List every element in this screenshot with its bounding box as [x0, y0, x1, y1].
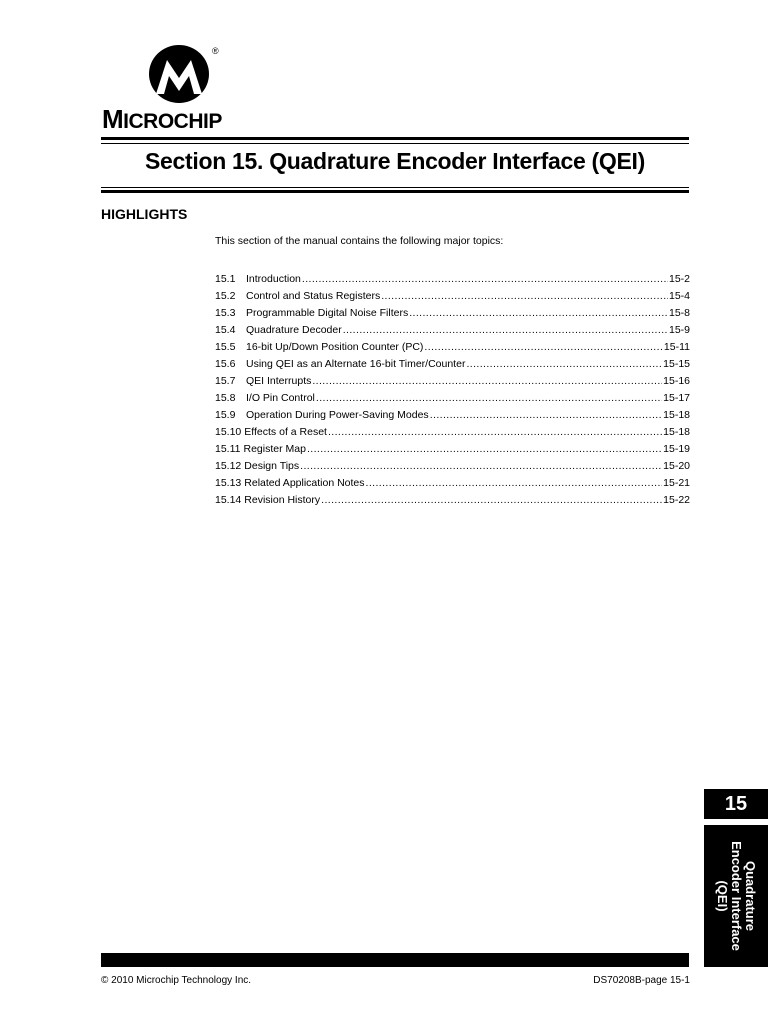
logo-wordmark-rest: ICROCHIP	[123, 110, 222, 133]
toc-entry-title: Using QEI as an Alternate 16-bit Timer/Counter	[246, 358, 466, 370]
toc-entry-number: 15.3	[215, 307, 236, 319]
toc-entry-title: Revision History	[244, 494, 321, 506]
toc-entry-leader	[430, 407, 662, 424]
toc-entry-page: 15-8	[668, 307, 690, 319]
title-rule-bottom-thick	[101, 190, 689, 193]
toc-entry-page: 15-4	[668, 290, 690, 302]
toc-entry-title: Effects of a Reset	[244, 426, 327, 438]
toc-entry-number: 15.1	[215, 273, 236, 285]
toc-entry[interactable]	[215, 424, 690, 441]
toc-entry-number: 15.10	[215, 426, 242, 438]
toc-entry-leader	[343, 322, 668, 339]
microchip-logo	[100, 44, 270, 134]
toc-entry-leader	[381, 288, 668, 305]
toc-entry-page: 15-9	[668, 324, 690, 336]
toc-entry-page: 15-18	[663, 426, 690, 438]
toc-entry-number: 15.13	[215, 477, 242, 489]
toc-entry-number: 15.2	[215, 290, 236, 302]
toc-entry-page: 15-2	[668, 273, 690, 285]
section-tab-number: 15	[704, 789, 768, 819]
toc-entry-page: 15-18	[663, 409, 690, 421]
table-of-contents	[215, 271, 690, 509]
toc-entry-title: 16-bit Up/Down Position Counter (PC)	[246, 341, 424, 353]
toc-entry-number: 15.8	[215, 392, 236, 404]
toc-entry[interactable]	[215, 475, 690, 492]
toc-entry-leader	[366, 475, 663, 492]
toc-entry[interactable]	[215, 356, 690, 373]
footer-copyright: © 2010 Microchip Technology Inc.	[101, 975, 252, 986]
section-tab-label	[704, 825, 768, 967]
section-tab-line: Encoder Interface	[729, 841, 744, 951]
toc-entry-page: 15-19	[663, 443, 690, 455]
toc-entry-title: Quadrature Decoder	[246, 324, 342, 336]
toc-entry[interactable]	[215, 373, 690, 390]
toc-entry-title: Related Application Notes	[244, 477, 365, 489]
toc-entry-title: I/O Pin Control	[246, 392, 315, 404]
toc-entry-number: 15.14	[215, 494, 242, 506]
toc-entry-page: 15-17	[663, 392, 690, 404]
page-title: Section 15. Quadrature Encoder Interface (QEI)	[144, 148, 645, 174]
toc-entry-leader	[321, 492, 662, 509]
toc-entry[interactable]	[215, 492, 690, 509]
registered-mark: ®	[212, 46, 219, 56]
title-rule-bottom-thin	[101, 187, 689, 188]
toc-entry-title: Register Map	[243, 443, 306, 455]
toc-entry-leader	[300, 458, 662, 475]
highlights-intro: This section of the manual contains the following major topics:	[215, 235, 504, 247]
toc-entry-title: QEI Interrupts	[246, 375, 312, 387]
toc-entry-page: 15-16	[663, 375, 690, 387]
logo-wordmark	[102, 104, 222, 135]
toc-entry-number: 15.5	[215, 341, 236, 353]
toc-entry[interactable]	[215, 458, 690, 475]
title-rule-top-thick	[101, 137, 689, 140]
toc-entry-leader	[409, 305, 668, 322]
toc-entry-page: 15-15	[663, 358, 690, 370]
toc-entry-leader	[312, 373, 662, 390]
toc-entry[interactable]	[215, 288, 690, 305]
section-tab-line: (QEI)	[715, 880, 730, 912]
toc-entry[interactable]	[215, 390, 690, 407]
toc-entry-number: 15.9	[215, 409, 236, 421]
toc-entry-title: Operation During Power-Saving Modes	[246, 409, 429, 421]
toc-entry[interactable]	[215, 407, 690, 424]
toc-entry-leader	[328, 424, 662, 441]
toc-entry[interactable]	[215, 322, 690, 339]
toc-entry-number: 15.7	[215, 375, 236, 387]
toc-entry-page: 15-22	[663, 494, 690, 506]
footer-page-ref: DS70208B-page 15-1	[593, 975, 690, 986]
toc-entry-page: 15-20	[663, 460, 690, 472]
toc-entry-page: 15-11	[663, 341, 690, 353]
toc-entry-number: 15.4	[215, 324, 236, 336]
toc-entry-number: 15.6	[215, 358, 236, 370]
toc-entry-number: 15.11	[215, 443, 241, 455]
title-rule-top-thin	[101, 143, 689, 144]
toc-entry-page: 15-21	[663, 477, 690, 489]
toc-entry-leader	[307, 441, 662, 458]
logo-wordmark-initial: M	[102, 104, 124, 134]
toc-entry[interactable]	[215, 441, 690, 458]
footer-bar	[101, 953, 689, 967]
toc-entry-leader	[466, 356, 662, 373]
toc-entry[interactable]	[215, 305, 690, 322]
toc-entry-title: Control and Status Registers	[246, 290, 381, 302]
toc-entry[interactable]	[215, 271, 690, 288]
toc-entry-leader	[302, 271, 668, 288]
toc-entry-leader	[316, 390, 662, 407]
toc-entry-title: Programmable Digital Noise Filters	[246, 307, 409, 319]
highlights-heading: HIGHLIGHTS	[101, 206, 188, 222]
toc-entry-title: Design Tips	[244, 460, 300, 472]
toc-entry-leader	[424, 339, 663, 356]
microchip-logo-icon	[148, 44, 210, 104]
toc-entry-title: Introduction	[246, 273, 301, 285]
section-tab-line: Quadrature	[743, 860, 758, 932]
toc-entry-number: 15.12	[215, 460, 242, 472]
toc-entry[interactable]	[215, 339, 690, 356]
